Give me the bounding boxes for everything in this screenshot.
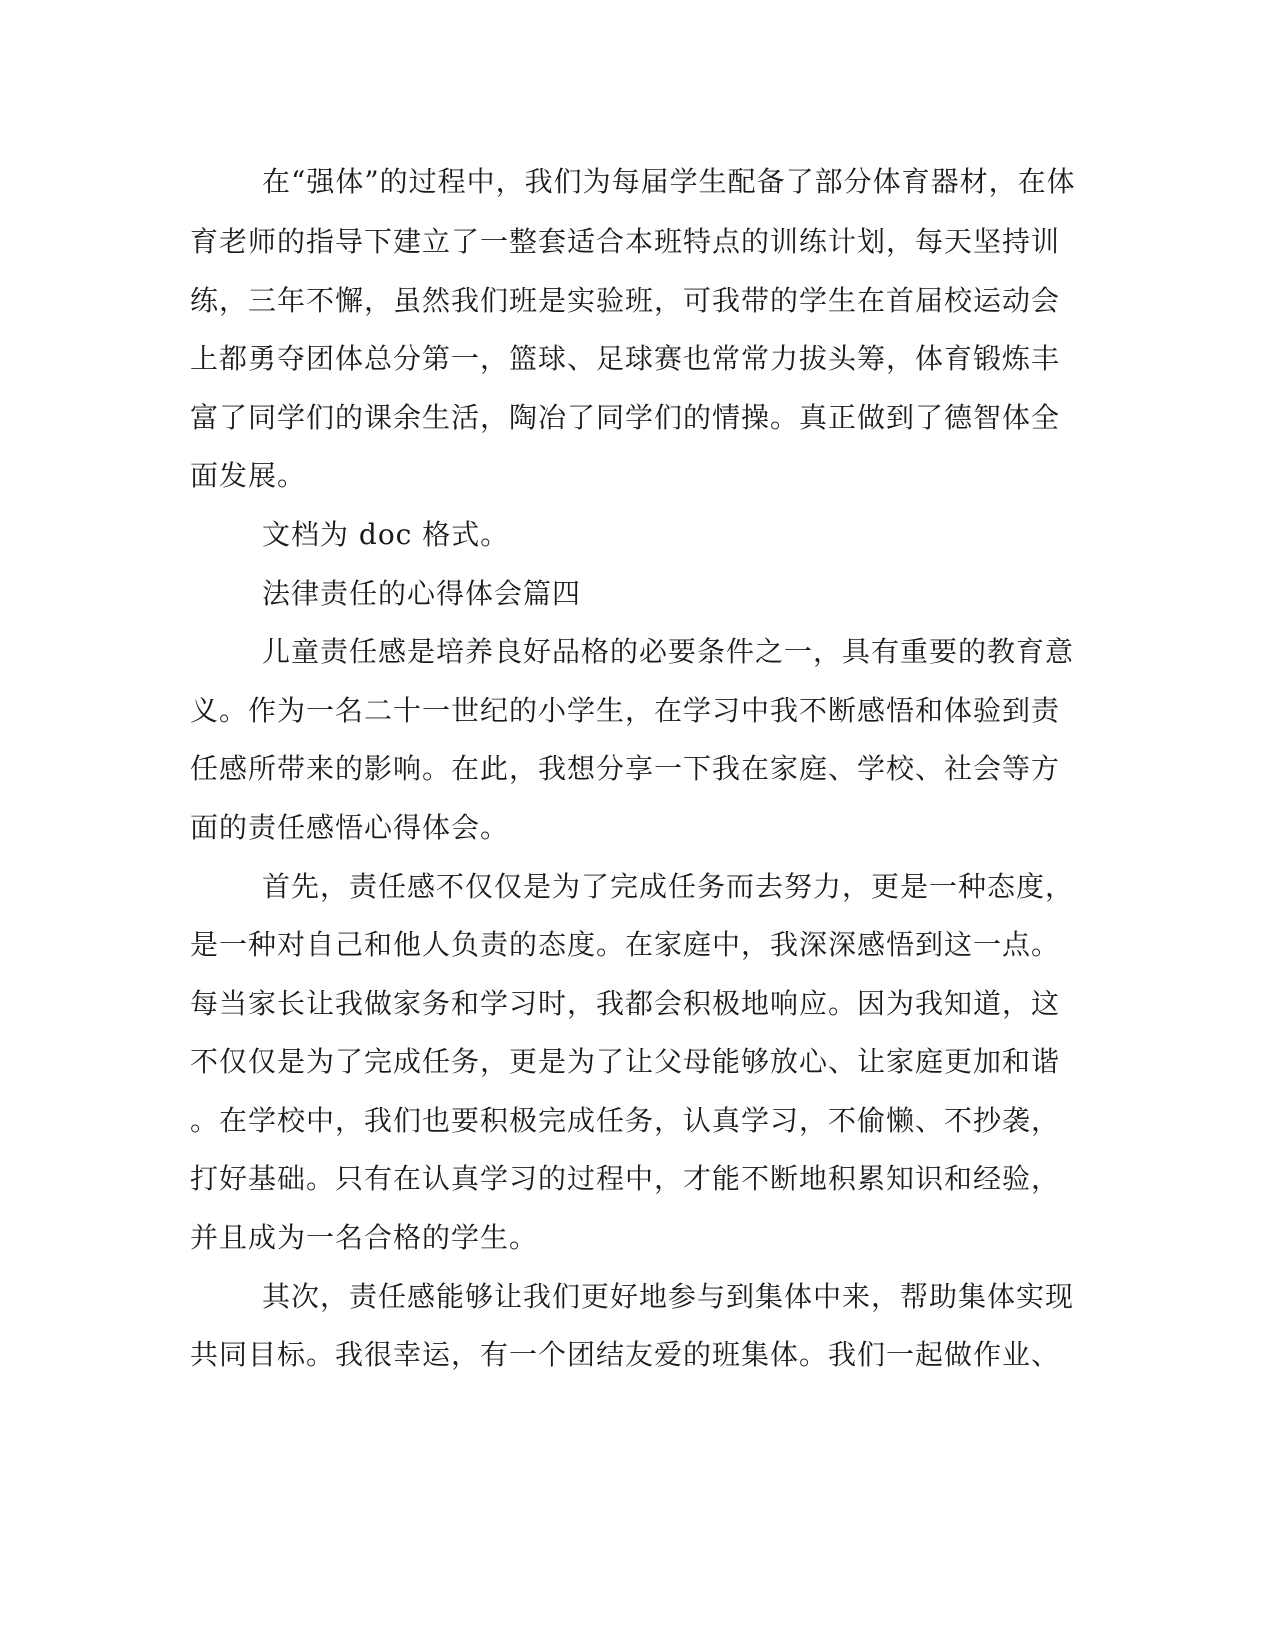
- text-line: 并且成为一名合格的学生。: [190, 1221, 539, 1254]
- text-line: 面发展。: [190, 459, 307, 492]
- text-line: 是一种对自己和他人负责的态度。在家庭中，我深深感悟到这一点。: [190, 928, 1061, 961]
- text-line: 首先，责任感不仅仅是为了完成任务而去努力，更是一种态度，: [262, 870, 1075, 903]
- text-line: 每当家长让我做家务和学习时，我都会积极地响应。因为我知道，这: [190, 987, 1061, 1020]
- text-line: 打好基础。只有在认真学习的过程中，才能不断地积累知识和经验，: [190, 1162, 1061, 1195]
- text-line: 其次，责任感能够让我们更好地参与到集体中来，帮助集体实现: [262, 1280, 1075, 1313]
- text-line: 育老师的指导下建立了一整套适合本班特点的训练计划，每天坚持训: [190, 225, 1061, 258]
- text-line: 儿童责任感是培养良好品格的必要条件之一，具有重要的教育意: [262, 635, 1075, 668]
- text-line: 练，三年不懈，虽然我们班是实验班，可我带的学生在首届校运动会: [190, 284, 1061, 317]
- text-line: 不仅仅是为了完成任务，更是为了让父母能够放心、让家庭更加和谐: [190, 1045, 1061, 1078]
- text-line: 面的责任感悟心得体会。: [190, 811, 510, 844]
- text-line: 文档为 doc 格式。: [262, 518, 510, 551]
- text-line: 共同目标。我很幸运，有一个团结友爱的班集体。我们一起做作业、: [190, 1338, 1061, 1371]
- text-line: 义。作为一名二十一世纪的小学生，在学习中我不断感悟和体验到责: [190, 694, 1061, 727]
- section-heading: 法律责任的心得体会篇四: [262, 577, 582, 610]
- text-line: 上都勇夺团体总分第一，篮球、足球赛也常常力拔头筹，体育锻炼丰: [190, 342, 1061, 375]
- text-line: 。在学校中，我们也要积极完成任务，认真学习，不偷懒、不抄袭，: [190, 1104, 1061, 1137]
- text-line: 任感所带来的影响。在此，我想分享一下我在家庭、学校、社会等方: [190, 752, 1061, 785]
- text-line: 富了同学们的课余生活，陶冶了同学们的情操。真正做到了德智体全: [190, 401, 1061, 434]
- text-line: 在“强体”的过程中，我们为每届学生配备了部分体育器材，在体: [262, 165, 1076, 198]
